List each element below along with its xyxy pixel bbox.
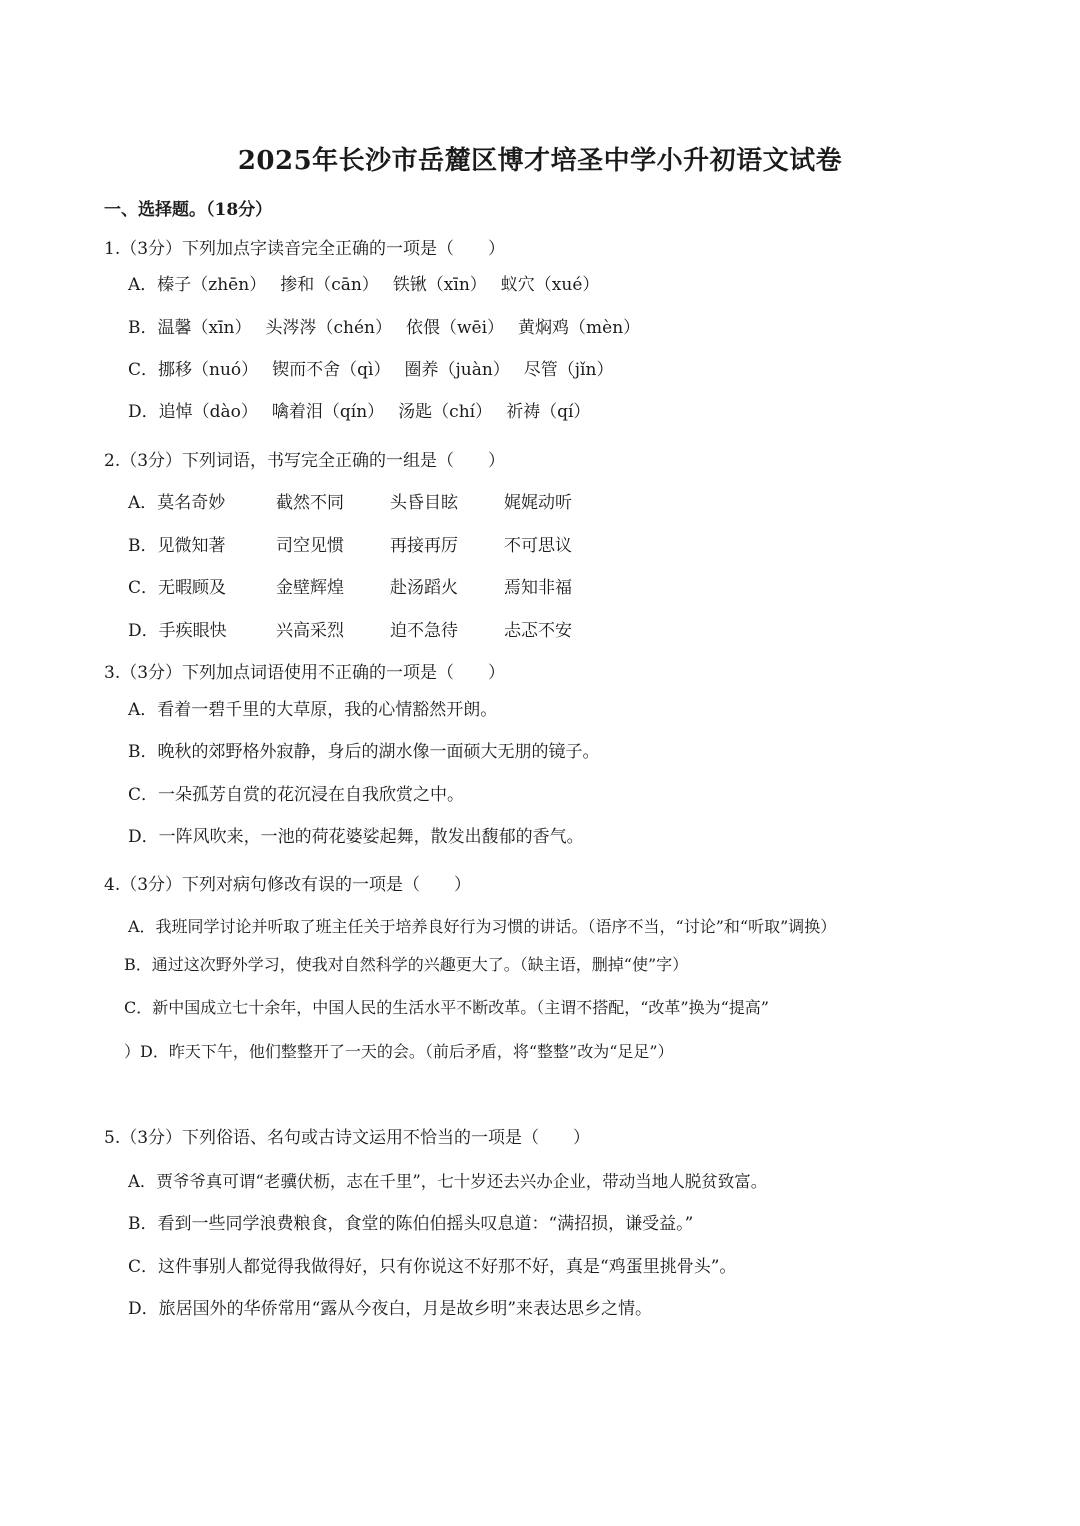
option-part: C．挪移（nuó） [128,360,259,380]
option-part: 蚁穴（xué） [500,275,600,295]
question-2-stem: 2.（3分）下列词语，书写完全正确的一组是（ ） [104,451,506,471]
option-part: 娓娓动听 [504,493,572,513]
question-5-stem: 5.（3分）下列俗语、名句或古诗文运用不恰当的一项是（ ） [104,1128,591,1148]
option-part: 再接再厉 [390,536,458,556]
page-title: 2025年长沙市岳麓区博才培圣中学小升初语文试卷 [237,146,843,176]
question-2-option-a [128,491,618,515]
option-part: B．见微知著 [128,536,226,556]
question-1-option-a [128,273,599,297]
question-3-option-b: B．晚秋的郊野格外寂静，身后的湖水像一面硕大无朋的镜子。 [128,742,600,762]
option-part: 截然不同 [276,493,344,513]
option-part: 黄焖鸡（mèn） [518,318,641,338]
option-part: A．榛子（zhēn） [128,275,267,295]
option-part: 噙着泪（qín） [271,402,385,422]
question-2-option-d [128,619,618,643]
question-4-stem: 4.（3分）下列对病句修改有误的一项是（ ） [104,875,472,895]
option-part: 圈养（juàn） [404,360,510,380]
option-part: 掺和（cān） [280,275,379,295]
option-part: 依偎（wēi） [405,318,505,338]
option-part: 头昏目眩 [390,493,458,513]
question-5-option-c: C．这件事别人都觉得我做得好，只有你说这不好那不好，真是“鸡蛋里挑骨头”。 [128,1257,737,1277]
question-4-option-d: ）D．昨天下午，他们整整开了一天的会。（前后矛盾，将“整整”改为“足足”） [124,1042,674,1061]
option-part: B．温馨（xīn） [128,318,252,338]
option-part: 汤匙（chí） [398,402,493,422]
option-part: D．追悼（dào） [128,402,258,422]
question-2-option-b [128,534,618,558]
option-part: 祈祷（qí） [506,402,591,422]
question-5-option-d: D．旅居国外的华侨常用“露从今夜白，月是故乡明”来表达思乡之情。 [128,1299,653,1319]
question-4-option-b: B．通过这次野外学习，使我对自然科学的兴趣更大了。（缺主语，删掉“使”字） [124,955,689,974]
option-part: D．手疾眼快 [128,621,227,641]
option-part: 焉知非福 [504,578,572,598]
question-1-option-b [128,316,640,340]
option-part: 兴高采烈 [276,621,344,641]
option-part: 锲而不舍（qì） [272,360,391,380]
option-part: C．无暇顾及 [128,578,227,598]
question-3-stem: 3.（3分）下列加点词语使用不正确的一项是（ ） [104,663,506,683]
question-5-option-b: B．看到一些同学浪费粮食，食堂的陈伯伯摇头叹息道：“满招损，谦受益。” [128,1214,694,1234]
option-part: A．莫名奇妙 [128,493,226,513]
question-3-option-c: C．一朵孤芳自赏的花沉浸在自我欣赏之中。 [128,785,465,805]
option-part: 头涔涔（chén） [265,318,392,338]
question-3-option-a: A．看着一碧千里的大草原，我的心情豁然开朗。 [128,700,498,720]
question-3-option-d: D．一阵风吹来，一池的荷花婆娑起舞，散发出馥郁的香气。 [128,827,584,847]
option-part: 迫不急待 [390,621,458,641]
option-part: 金壁辉煌 [276,578,344,598]
section-heading: 一、选择题。（18分） [104,200,273,220]
question-1-option-c [128,358,613,382]
question-1-option-d [128,400,590,424]
option-part: 司空见惯 [276,536,344,556]
option-part: 铁锹（xīn） [392,275,487,295]
question-5-option-a: A．贾爷爷真可谓“老骥伏枥，志在千里”，七十岁还去兴办企业，带动当地人脱贫致富。 [128,1172,768,1191]
question-2-option-c [128,576,618,600]
option-part: 赴汤蹈火 [390,578,458,598]
option-part: 尽管（jǐn） [523,360,614,380]
question-1-stem: 1.（3分）下列加点字读音完全正确的一项是（ ） [104,239,506,259]
option-part: 不可思议 [504,536,572,556]
question-4-option-c: C．新中国成立七十余年，中国人民的生活水平不断改革。（主谓不搭配，“改革”换为“提高” [124,998,769,1017]
option-part: 忐忑不安 [504,621,572,641]
question-4-option-a: A．我班同学讨论并听取了班主任关于培养良好行为习惯的讲话。（语序不当，“讨论”和“听取”调换） [128,917,837,936]
